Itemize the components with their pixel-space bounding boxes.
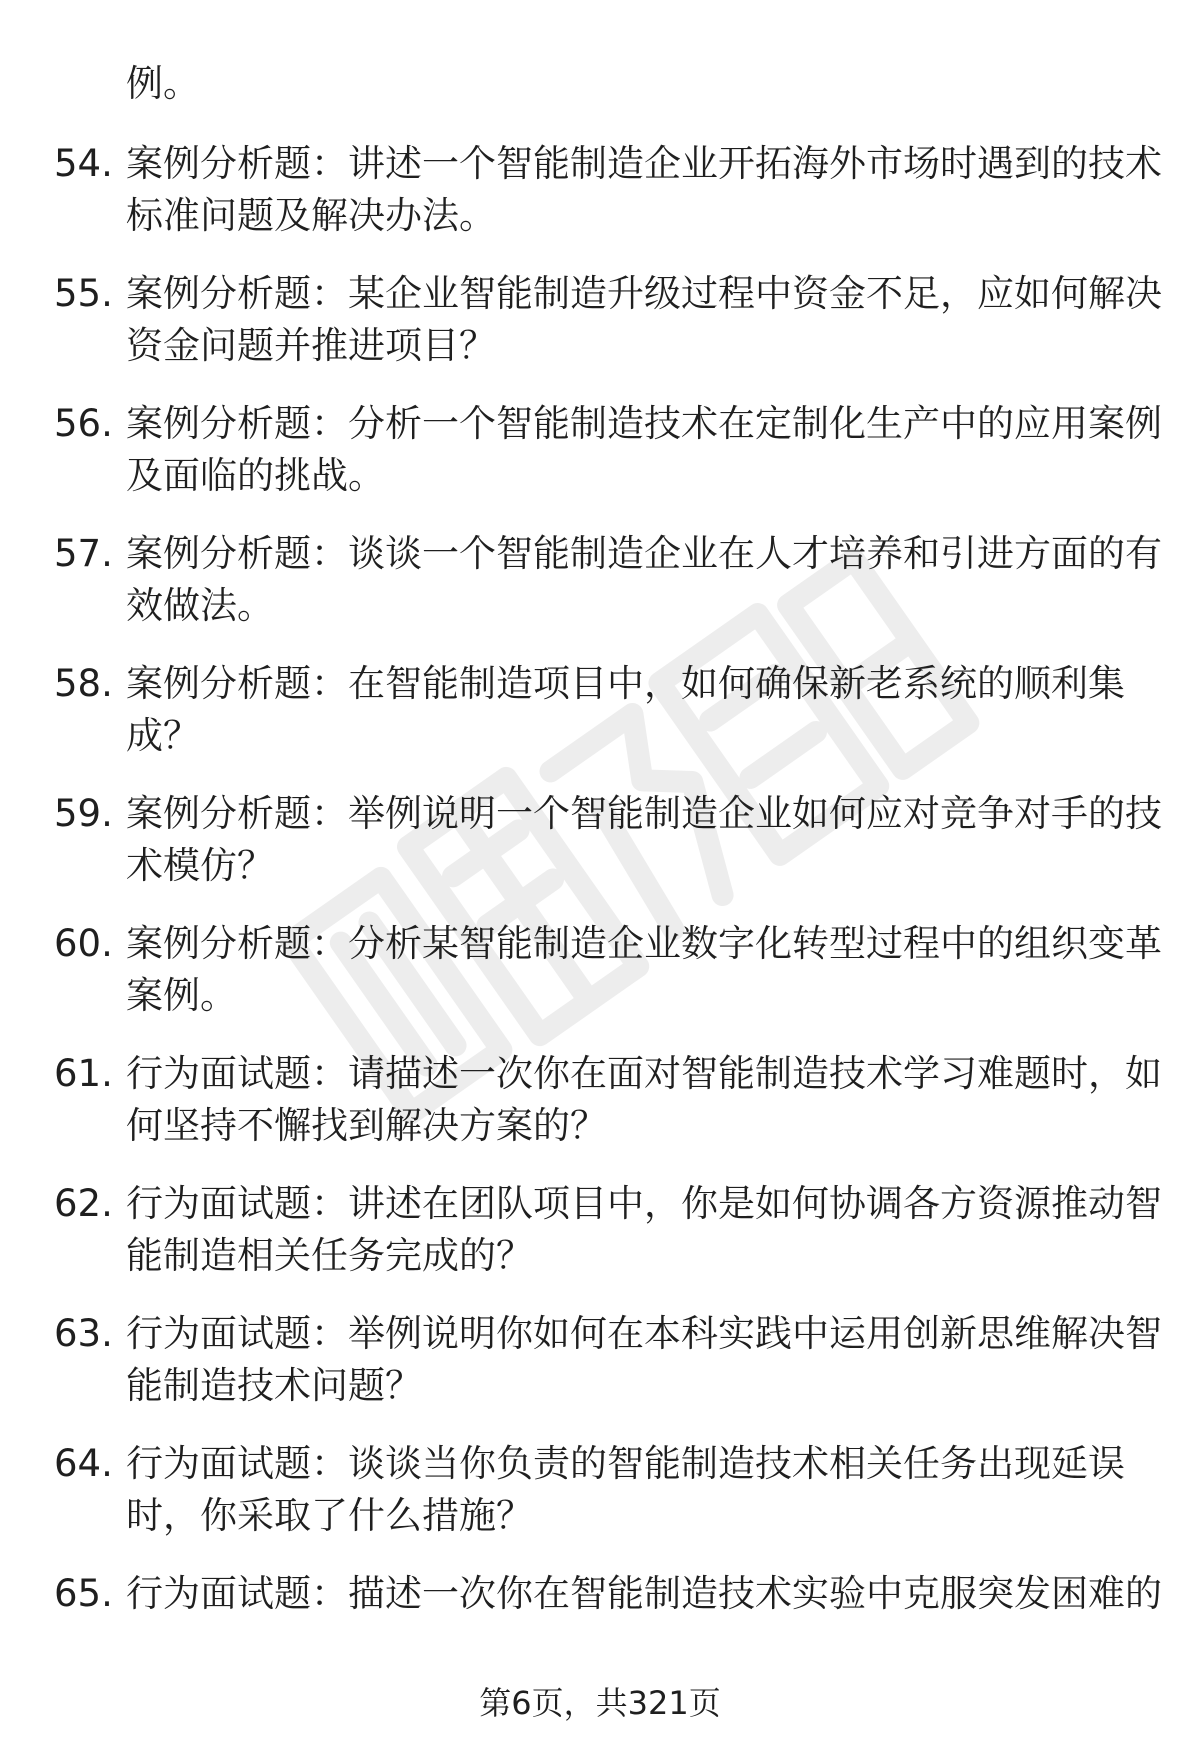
question-text-line-1: 案例分析题：分析一个智能制造技术在定制化生产中的应用案例 bbox=[126, 402, 1162, 445]
question-text-line-1: 行为面试题：讲述在团队项目中，你是如何协调各方资源推动智 bbox=[126, 1182, 1162, 1225]
question-number: 56. bbox=[54, 402, 113, 445]
question-number: 65. bbox=[54, 1572, 113, 1615]
continuation-text: 例。 bbox=[126, 62, 200, 105]
question-text-line-1: 案例分析题：分析某智能制造企业数字化转型过程中的组织变革 bbox=[126, 922, 1162, 965]
question-number: 62. bbox=[54, 1182, 113, 1225]
question-text-line-2: 时，你采取了什么措施？ bbox=[126, 1494, 533, 1537]
question-text-line-2: 案例。 bbox=[126, 974, 237, 1017]
question-text-line-1: 案例分析题：举例说明一个智能制造企业如何应对竞争对手的技 bbox=[126, 792, 1162, 835]
question-text-line-1: 案例分析题：讲述一个智能制造企业开拓海外市场时遇到的技术 bbox=[126, 142, 1162, 185]
question-number: 57. bbox=[54, 532, 113, 575]
question-text-line-2: 术模仿？ bbox=[126, 844, 274, 887]
question-text-line-2: 能制造相关任务完成的？ bbox=[126, 1234, 533, 1277]
question-number: 63. bbox=[54, 1312, 113, 1355]
question-text-line-1: 行为面试题：举例说明你如何在本科实践中运用创新思维解决智 bbox=[126, 1312, 1162, 1355]
question-text-line-1: 案例分析题：谈谈一个智能制造企业在人才培养和引进方面的有 bbox=[126, 532, 1162, 575]
question-number: 55. bbox=[54, 272, 113, 315]
question-number: 61. bbox=[54, 1052, 113, 1095]
question-text-line-1: 行为面试题：描述一次你在智能制造技术实验中克服突发困难的 bbox=[126, 1572, 1162, 1615]
question-text-line-1: 案例分析题：某企业智能制造升级过程中资金不足，应如何解决 bbox=[126, 272, 1162, 315]
question-number: 64. bbox=[54, 1442, 113, 1485]
question-number: 54. bbox=[54, 142, 113, 185]
question-text-line-2: 何坚持不懈找到解决方案的？ bbox=[126, 1104, 607, 1147]
question-text-line-2: 及面临的挑战。 bbox=[126, 454, 385, 497]
question-text-line-1: 行为面试题：谈谈当你负责的智能制造技术相关任务出现延误 bbox=[126, 1442, 1125, 1485]
page-footer: 第6页，共321页 bbox=[479, 1684, 721, 1722]
question-text-line-2: 资金问题并推进项目？ bbox=[126, 324, 496, 367]
question-text-line-2: 成？ bbox=[126, 714, 200, 757]
question-text-line-2: 效做法。 bbox=[126, 584, 274, 627]
question-text-line-1: 行为面试题：请描述一次你在面对智能制造技术学习难题时，如 bbox=[126, 1052, 1162, 1095]
question-text-line-2: 标准问题及解决办法。 bbox=[126, 194, 496, 237]
question-number: 58. bbox=[54, 662, 113, 705]
question-number: 60. bbox=[54, 922, 113, 965]
question-text-line-1: 案例分析题：在智能制造项目中，如何确保新老系统的顺利集 bbox=[126, 662, 1125, 705]
question-number: 59. bbox=[54, 792, 113, 835]
question-text-line-2: 能制造技术问题？ bbox=[126, 1364, 422, 1407]
